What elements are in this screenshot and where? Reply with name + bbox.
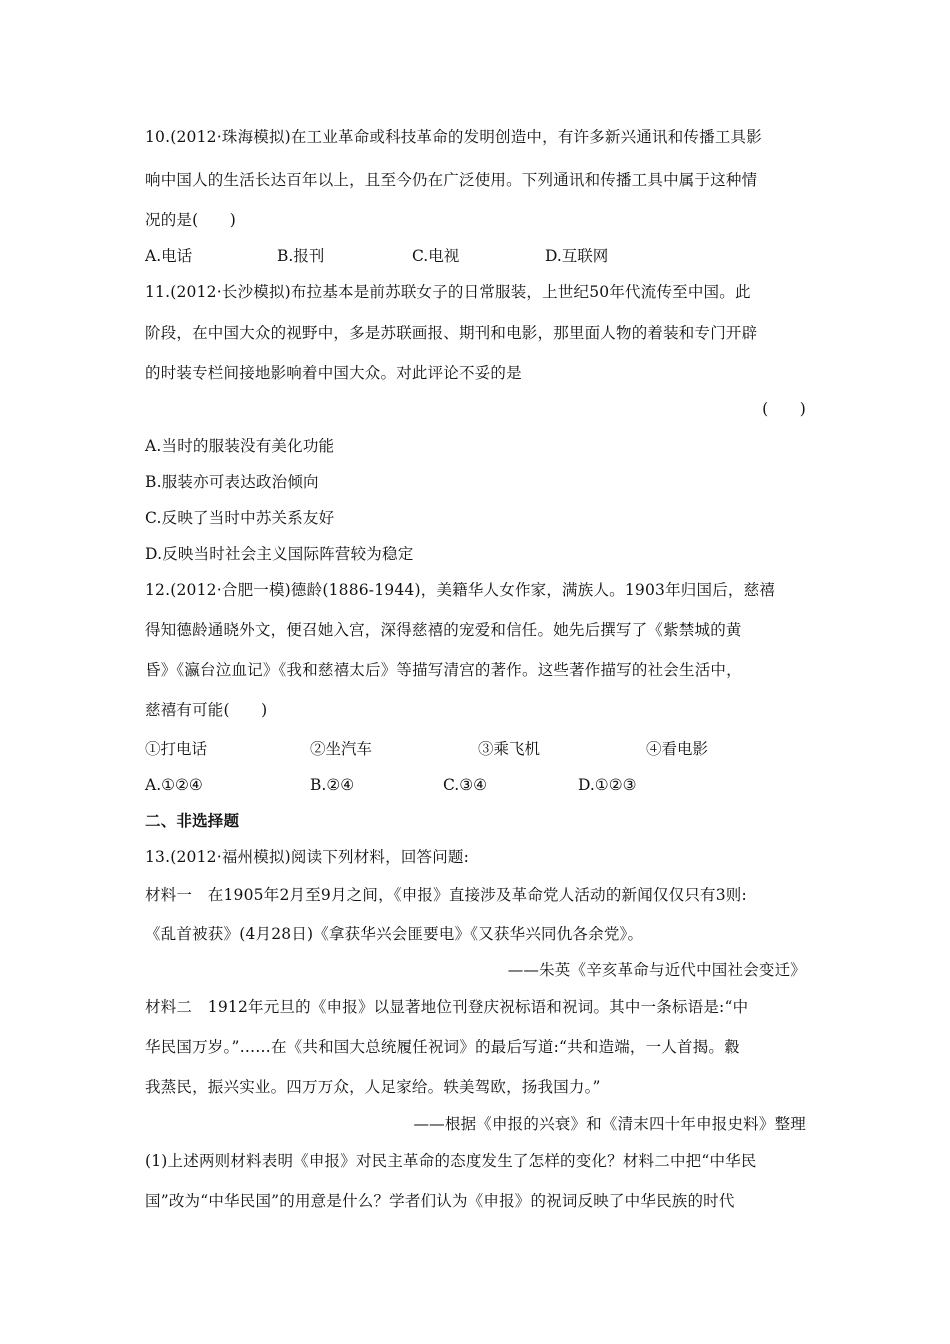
q12-line-3: 昏》《瀛台泣血记》《我和慈禧太后》等描写清宫的著作。这些著作描写的社会生活中， [145, 661, 742, 679]
q11-line-1: 11.(2012·长沙模拟)布拉基本是前苏联女子的日常服装，上世纪50年代流传至中国。此 [145, 283, 751, 301]
q13-material-2-line-2: 华民国万岁。”……在《共和国大总统履任祝词》的最后写道:“共和造端，一人首揭。縠 [145, 1038, 740, 1056]
q11-line-3: 的时装专栏间接地影响着中国大众。对此评论不妥的是 [145, 364, 522, 382]
q13-material-2-line-3: 我蒸民，振兴实业。四万万众，人足家给。轶美驾欧，扬我国力。” [145, 1078, 601, 1096]
q12-item-3: ③乘飞机 [478, 740, 541, 758]
q12-line-4: 慈禧有可能( ) [145, 701, 268, 719]
q13-intro: 13.(2012·福州模拟)阅读下列材料，回答问题: [145, 848, 470, 866]
q12-item-4: ④看电影 [646, 740, 709, 758]
q10-line-3: 况的是( ) [145, 211, 236, 229]
q10-option-d: D.互联网 [545, 247, 609, 265]
q12-option-b: B.②④ [310, 776, 355, 794]
q13-material-2-source: ——根据《申报的兴衰》和《清末四十年申报史料》整理 [413, 1115, 806, 1133]
q13-material-1-line-1: 材料一 在1905年2月至9月之间，《申报》直接涉及革命党人活动的新闻仅仅只有3则: [145, 886, 747, 904]
q10-option-a: A.电话 [145, 247, 193, 265]
q10-line-2: 响中国人的生活长达百年以上，且至今仍在广泛使用。下列通讯和传播工具中属于这种情 [145, 171, 758, 189]
q12-line-2: 得知德龄通晓外文，便召她入宫，深得慈禧的宠爱和信任。她先后撰写了《紫禁城的黄 [145, 621, 742, 639]
q13-sub1-line-2: 国”改为“中华民国”的用意是什么？学者们认为《申报》的祝词反映了中华民族的时代 [145, 1192, 735, 1210]
q12-item-1: ①打电话 [145, 740, 208, 758]
section-heading: 二、非选择题 [145, 812, 240, 830]
q11-line-2: 阶段，在中国大众的视野中，多是苏联画报、期刊和电影，那里面人物的着装和专门开辟 [145, 324, 758, 342]
q13-material-1-source: ——朱英《辛亥革命与近代中国社会变迁》 [507, 961, 806, 979]
q11-option-c: C.反映了当时中苏关系友好 [145, 509, 335, 527]
q13-material-1-line-2: 《乱首被获》(4月28日)《拿获华兴会匪要电》《又获华兴同仇各余党》。 [145, 925, 644, 943]
q10-option-b: B.报刊 [277, 247, 325, 265]
q12-option-c: C.③④ [443, 776, 488, 794]
q10-option-c: C.电视 [412, 247, 460, 265]
q12-option-d: D.①②③ [578, 776, 637, 794]
q11-answer-paren: ( ) [762, 400, 806, 418]
q13-material-2-line-1: 材料二 1912年元旦的《申报》以显著地位刊登庆祝标语和祝词。其中一条标语是:“中 [145, 998, 749, 1016]
q10-line-1: 10.(2012·珠海模拟)在工业革命或科技革命的发明创造中，有许多新兴通讯和传播工具影 [145, 128, 762, 146]
q12-option-a: A.①②④ [145, 776, 203, 794]
q11-option-b: B.服装亦可表达政治倾向 [145, 473, 319, 491]
q11-option-a: A.当时的服装没有美化功能 [145, 437, 335, 455]
q12-line-1: 12.(2012·合肥一模)德龄(1886-1944)，美籍华人女作家，满族人。1903年归国后，慈禧 [145, 581, 775, 599]
q11-option-d: D.反映当时社会主义国际阵营较为稳定 [145, 545, 414, 563]
q13-sub1-line-1: (1)上述两则材料表明《申报》对民主革命的态度发生了怎样的变化？材料二中把“中华民 [145, 1152, 757, 1170]
q12-item-2: ②坐汽车 [310, 740, 373, 758]
